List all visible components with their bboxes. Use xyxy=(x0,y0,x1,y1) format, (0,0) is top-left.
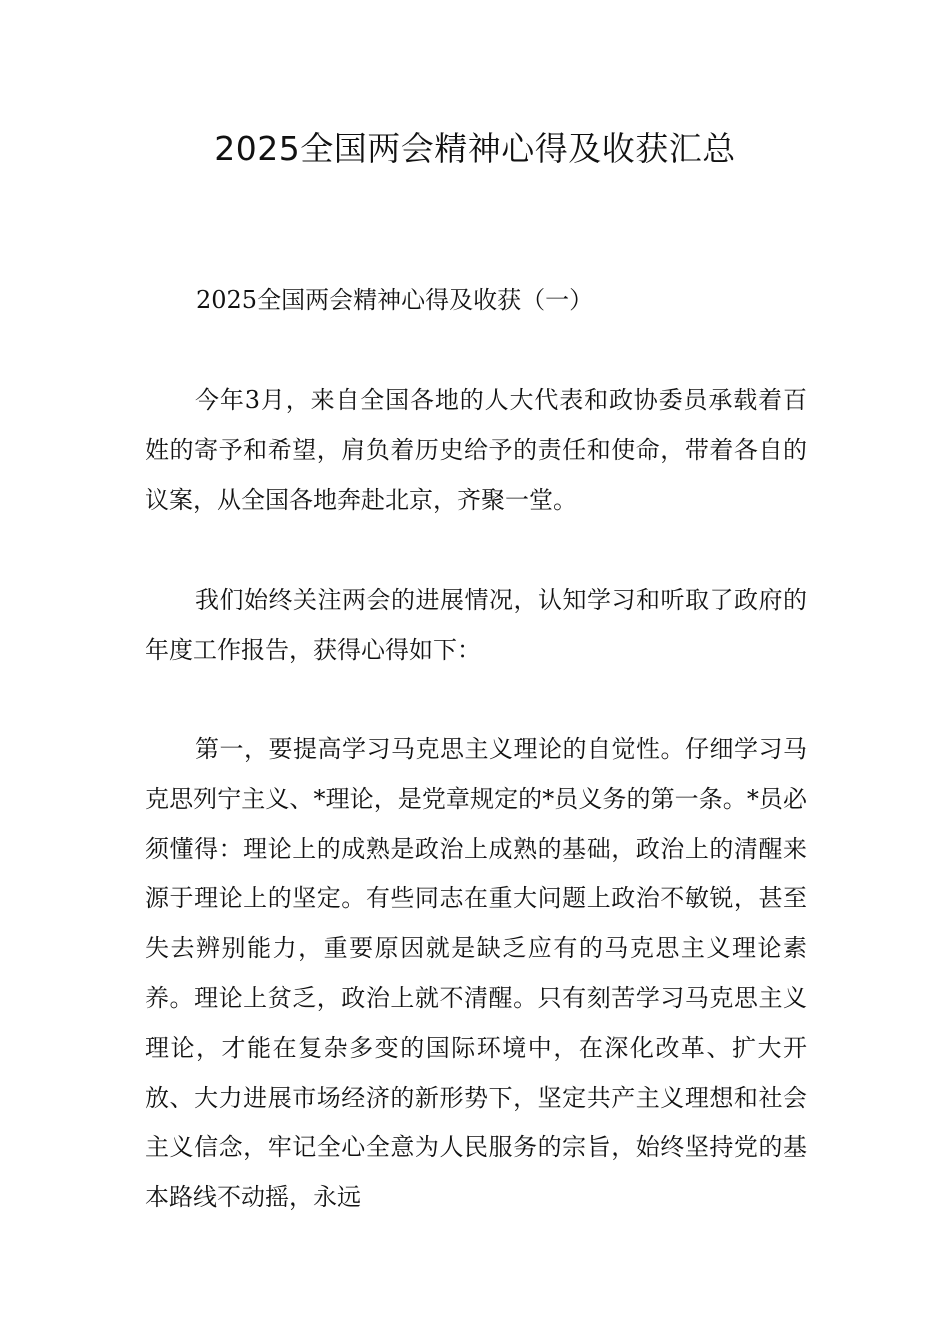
section-heading: 2025全国两会精神心得及收获（一） xyxy=(196,286,594,314)
document-title: 2025全国两会精神心得及收获汇总 xyxy=(214,129,736,168)
paragraph-2: 我们始终关注两会的进展情况，认知学习和听取了政府的年度工作报告，获得心得如下： xyxy=(145,586,807,664)
paragraph-3: 第一，要提高学习马克思主义理论的自觉性。仔细学习马克思列宁主义、*理论，是党章规定的*员义务的第一条。*员必须懂得：理论上的成熟是政治上成熟的基础，政治上的清醒来源于理论上的坚定。有些同志在重大问题上政治不敏锐，甚至失去辨别能力，重要原因就是缺乏应有的马克思主义理论素养。理论上贫乏，政治上就不清醒。只有刻苦学习马克思主义理论，才能在复杂多变的国际环境中，在深化改革、扩大开放、大力进展市场经济的新形势下，坚定共产主义理想和社会主义信念，牢记全心全意为人民服务的宗旨，始终坚持党的基本路线不动摇，永远 xyxy=(145,735,807,1212)
paragraph-1: 今年3月，来自全国各地的人大代表和政协委员承载着百姓的寄予和希望，肩负着历史给予的责任和使命，带着各自的议案，从全国各地奔赴北京，齐聚一堂。 xyxy=(145,386,807,514)
